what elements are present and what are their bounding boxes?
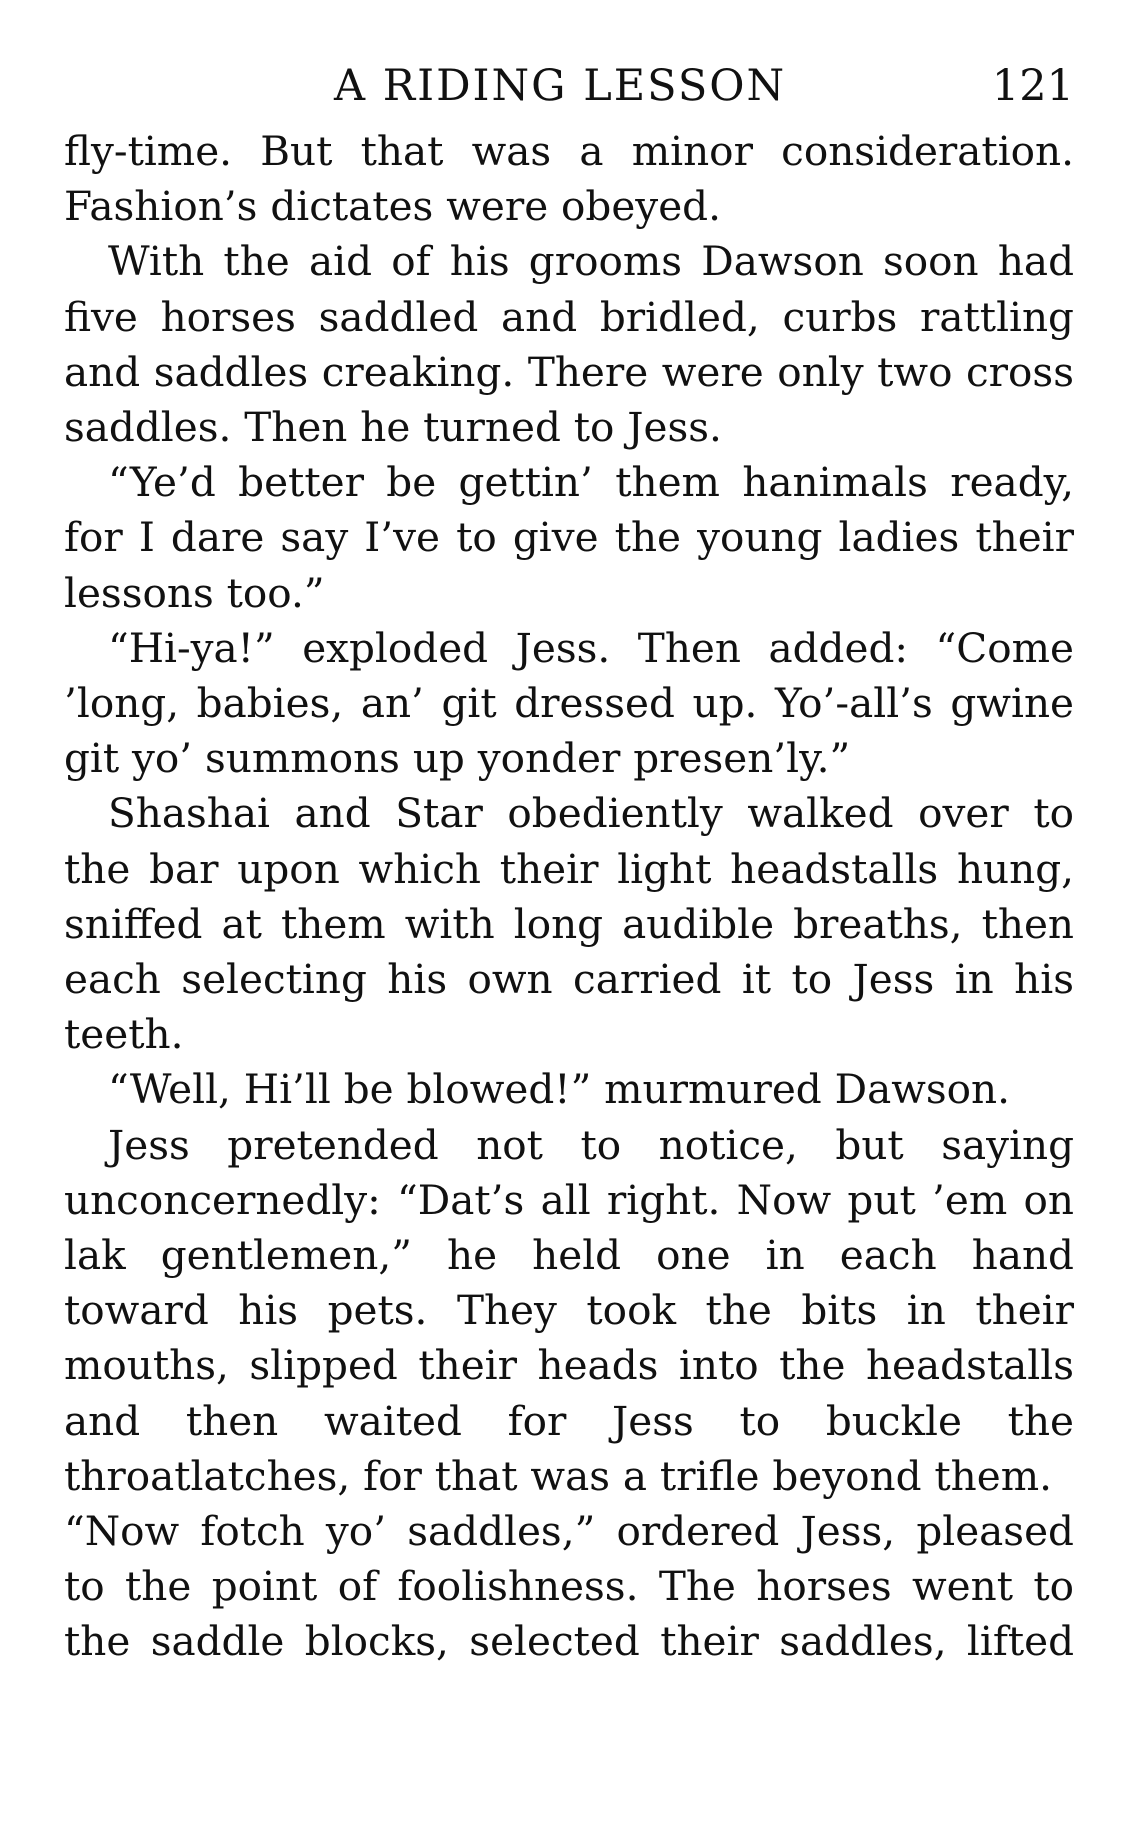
paragraph-6: “Well, Hi’ll be blowed!” murmured Dawson.	[108, 1065, 1011, 1114]
book-page	[64, 56, 1074, 1670]
page-number: 121	[991, 61, 1074, 111]
paragraph-2: With the aid of his grooms Dawson soon had five horses saddled and bridled, curbs rattling and saddles creaking. There were only two cross saddles. Then he turned to Jess.	[64, 237, 1074, 452]
paragraph-4: “Hi-ya!” exploded Jess. Then added: “Come ’long, babies, an’ git dressed up. Yo’-all’s gwine git yo’ summons up yonder presen’ly.”	[64, 623, 1074, 783]
paragraph-5: Shashai and Star obediently walked over to the bar upon which their light headstalls hung, sniffed at them with long audible breaths, then each selecting his own carried it to Jess in his teeth.	[64, 789, 1074, 1059]
paragraph-1: fly-time. But that was a minor consideration. Fashion’s dictates were obeyed.	[64, 127, 1074, 231]
body-text	[64, 124, 1074, 1670]
paragraph-3: “Ye’d better be gettin’ them hanimals ready, for I dare say I’ve to give the young ladies their lessons too.”	[64, 458, 1074, 617]
paragraph-8: “Now fotch yo’ saddles,” ordered Jess, pleased to the point of foolishness. The horses went to the saddle blocks, selected their saddles, lifted	[64, 1507, 1074, 1666]
paragraph-7: Jess pretended not to notice, but saying unconcernedly: “Dat’s all right. Now put ’em on lak gentlemen,” he held one in each hand toward his pets. They took the bits in their mouths, slipped their heads into the headstalls and then waited for Jess to buckle the throatlatches, for that was a trifle beyond them.	[64, 1120, 1074, 1500]
page-header	[64, 56, 1074, 116]
running-title: A RIDING LESSON	[334, 61, 787, 111]
